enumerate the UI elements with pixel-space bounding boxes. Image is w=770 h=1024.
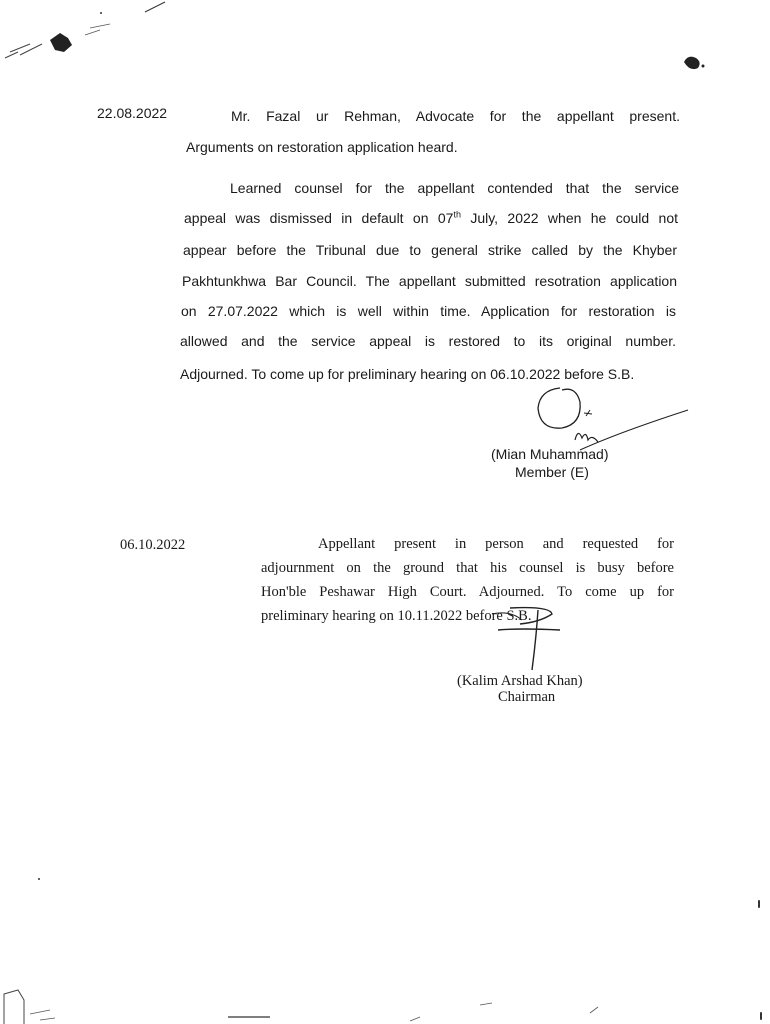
order-line [230,180,679,196]
entry-date: 22.08.2022 [97,105,168,121]
order-line [318,536,674,553]
scan-mark-bottom [220,995,680,1024]
order-text: July, 2022 when he could not [460,210,678,226]
order-text: appear before the Tribunal due to general strike called by the Khyber [183,242,677,258]
scan-speck [100,12,102,14]
entry-date: 06.10.2022 [120,537,186,553]
order-text: Adjourned. To come up for preliminary hearing on 06.10.2022 before S.B. [180,366,635,382]
scan-speck [38,878,40,880]
order-text: adjournment on the ground that his counsel is busy before [261,560,674,576]
order-text: Learned counsel for the appellant contended that the service [230,180,679,196]
order-text: on 27.07.2022 which is well within time. Application for restoration is [181,303,676,319]
order-text: Arguments on restoration application heard. [186,139,458,155]
order-text: Hon'ble Peshawar High Court. Adjourned. To come up for [261,584,674,600]
order-line [231,108,680,124]
order-line [183,242,677,258]
signatory-title: Chairman [498,689,556,705]
order-line [180,333,676,349]
order-text: Appellant present in person and requested for [318,536,674,552]
signatory-name: (Kalim Arshad Khan) [457,673,583,689]
order-text: Pakhtunkhwa Bar Council. The appellant submitted resotration application [182,273,677,289]
order-line [181,303,676,319]
order-text: allowed and the service appeal is restored to its original number. [180,333,676,349]
scan-mark-top-left [0,0,180,70]
scan-mark-bottom-left [0,980,90,1024]
signature-kalim-arshad-khan [490,600,570,675]
order-text: preliminary hearing on 10.11.2022 before S.B. [261,608,532,624]
scan-speck [760,1012,762,1020]
scan-mark-top-right [678,52,708,74]
scan-speck [758,900,760,908]
signatory-name: (Mian Muhammad) [491,446,609,462]
signature-mian-muhammad [520,380,700,455]
order-line [182,273,677,289]
order-line [261,560,674,577]
order-text: Mr. Fazal ur Rehman, Advocate for the appellant present. [231,108,680,124]
order-line [261,584,674,601]
signatory-title: Member (E) [515,464,589,480]
order-line [186,139,458,155]
order-text: appeal was dismissed in default on 07 [184,210,454,226]
ordinal-suffix: th [453,209,461,220]
order-line [184,210,678,226]
